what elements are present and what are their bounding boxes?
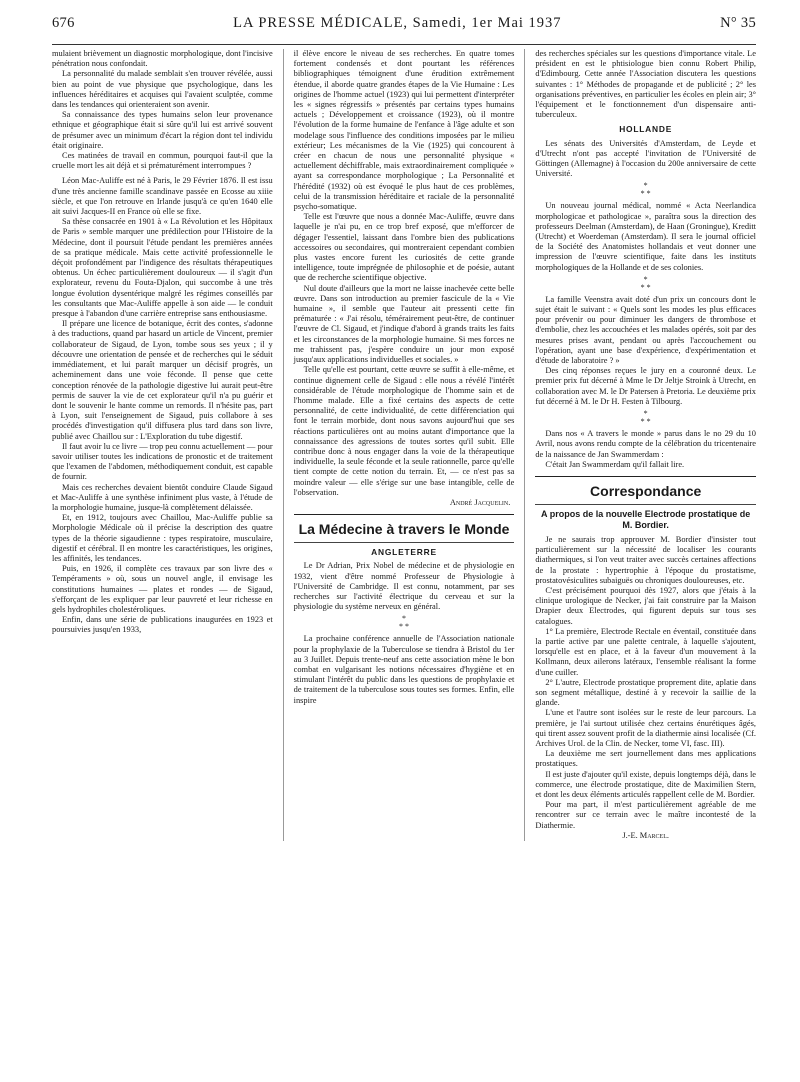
news-item: Un nouveau journal médical, nommé « Acta Neerlandica morphologicae et pathologicae », paraîtra sous la direction des professeurs Deelman (Amsterdam), de Haan (Groningue), Kreditt (Utrecht) et Woerdeman (Amsterdam). Il sera le journal officiel de la Société des Anatomistes hollandais et veut donner une impression de l'œuvre scientifique, faite dans les instituts morphologiques de la Hollande et de ses colonies.: [535, 201, 756, 272]
section-title: Correspondance: [590, 482, 702, 499]
masthead: LA PRESSE MÉDICALE, Samedi, 1er Mai 1937: [233, 14, 562, 31]
paragraph: C'est précisément pourquoi dès 1927, alors que j'étais à la clinique urologique de Necker, j'ai fait construire par la Maison Drapier deux Electrodes, qui figurent depuis sur tous ses catalogues.: [535, 585, 756, 626]
news-item: Dans nos « A travers le monde » parus dans le no 29 du 10 Avril, nous avons rendu compte de la célébration du tricentenaire de la naissance de Jan Swammerdam :: [535, 429, 756, 459]
paragraph: des recherches spéciales sur les questions d'importance vitale. Le président en est le phtisiologue bien connu Robert Philip, d'Edimbourg. Cette année l'Association discutera les questions suivantes : 1° Méthodes de propagande et de publicité ; 2° les organisations préventives, en particulier les écoles en plein air; 3° l'équipement et le fonctionnement d'un dispensaire anti-tuberculeux.: [535, 49, 756, 120]
paragraph: Telle qu'elle est pourtant, cette œuvre se suffit à elle-même, et continue dignement celle de Sigaud : elle nous a révélé l'intérêt considérable de l'étude morphologique de l'homme sain et de l'homme malade. Elle a fixé certains des aspects de cette personnalité, de cette individualité, de cette différenciation qui font le terrain morbide, dont nous savons aujourd'hui que ses réactions particulières ont au moins autant d'importance que la connaissance des agressions de toutes sortes qu'il subit. Elle contribue donc à nous engager dans la voie de la thérapeutique individuelle, la seule féconde et la seule rationnelle, parce qu'elle tient compte de cette notion du terrain. Et, — ce n'est pas sa moindre valeur — elle s'érige sur une base intangible, celle de l'observation.: [293, 365, 515, 497]
paragraph: 1° La première, Electrode Rectale en éventail, constituée dans la partie active par une palette centrale, à laquelle s'ajoutent, lorsqu'elle est en place, et à la faveur d'un mouvement à la Kollmann, deux ailerons latéraux, l'ensemble réalisant la forme d'une cuiller.: [535, 626, 756, 677]
paragraph: 2° L'autre, Electrode prostatique proprement dite, aplatie dans son segment métallique, destiné à y recevoir la saillie de la glande.: [535, 677, 756, 708]
paragraph: il élève encore le niveau de ses recherches. En quatre tomes fortement condensés et dont pourtant les références bibliographiques témoignent d'une érudition extrêmement étendue, il aborde quatre grandes étapes de la Vie Humaine : Les origines de l'homme actuel (1923) qui lui permettent d'interpréter les « signes régressifs » présentés par certains types humains actuels ; Développement et croissance (1923), où il montre l'évolution de la forme humaine de l'enfance à l'âge adulte et son modelage sous l'influence des conditions imposées par le milieu extérieur; Les mécanismes de la Vie (1925) qui concourent à créer en chacun de nous une personnalité physique « actuellement déchiffrable, mais extraordinairement compliquée » ayant sa correspondance morphologique ; La Personnalité et l'hérédité (1932) où est évoqué le plus haut de ces problèmes, celui de la transmission héréditaire et raciale de la personnalité psycho-somatique.: [293, 49, 515, 212]
section-title: La Médecine à travers le Monde: [298, 521, 510, 538]
paragraph: mulaient brièvement un diagnostic morphologique, dont l'incisive pénétration nous confondait.: [52, 49, 273, 69]
paragraph: La personnalité du malade semblait s'en trouver révélée, aussi bien au point de vue physique que psychologique, dans les influences héréditaires et acquises qui l'avaient sculptée, comme dans les tendances qui orienteraient son avenir.: [52, 69, 273, 110]
author-signature: J.-E. Marcel.: [622, 830, 669, 840]
paragraph: Et, en 1912, toujours avec Chaillou, Mac-Auliffe publie sa Morphologie Médicale où il précise la description des quatre types de la théorie sigaudienne : types respiratoire, musculaire, digestif et cérébral. Il en montre les caractéristiques, les origines, les affinités, les tendances.: [52, 513, 273, 563]
asterism-separator: * * *: [640, 181, 651, 199]
news-item: C'était Jan Swammerdam qu'il fallait lire.: [545, 459, 685, 469]
author-signature: André Jacquelin.: [449, 497, 511, 507]
paragraph: Il est juste d'ajouter qu'il existe, depuis longtemps déjà, dans le commerce, une électrode prostatique, dite de Maximilien Stern, et dont les deux éléments articulés rappellent celle de M. Bordier.: [535, 769, 756, 799]
paragraph: L'une et l'autre sont isolées sur le reste de leur parcours. La première, je l'ai surtout utilisée chez certains énurétiques âgés, qui tirent assez souvent profit de la diathermie ainsi localisée (Cf. Archives Urol. de la Clin. de Necker, tome VI, fasc. III).: [535, 708, 756, 748]
asterism-separator: * * *: [640, 274, 651, 292]
column-3: [535, 49, 756, 841]
header-rule: [52, 44, 756, 45]
section-rule: [535, 476, 756, 477]
paragraph: Pour ma part, il m'est particulièrement agréable de me rencontrer sur ce terrain avec le maître incontesté de la Diathermie.: [535, 800, 756, 830]
asterism-separator: * * *: [399, 614, 409, 632]
column-divider: [524, 49, 525, 841]
columns: [52, 49, 756, 841]
news-item: La famille Veenstra avait doté d'un prix un concours dont le sujet était le suivant : « Quels sont les modes les plus efficaces pour prévenir ou pour diminuer les dangers de thrombose et d'embolie, chez les accouchées et les malades opérés, soit par des mesures prises avant, pendant ou après l'accouchement ou l'opération, ayant une base d'expérience, d'expérimentation et d'étude de laboratoire ? »: [535, 294, 756, 366]
section-rule: [535, 504, 756, 505]
paragraph: Sa thèse consacrée en 1901 à « La Révolution et les Hôpitaux de Paris » semble marquer une prédilection pour l'Histoire de la Médecine, dont il poursuit l'étude pendant les premières années de sa pratique médicale. Mais cette activité professionnelle le déçoit profondément par l'indigence des résultats thérapeutiques obtenus. Un échec particulièrement douloureux — il s'agit d'un explorateur, revenu du Fouta-Djalon, qui succombe à une très longue évolution dysentérique malgré les régimes conseillés par les consultants que Mac-Auliffe appelle à son aide — le conduit presque à l'abandon d'une carrière entreprise sans enthousiasme.: [52, 217, 273, 319]
paragraph: Enfin, dans une série de publications inaugurées en 1923 et poursuivies jusqu'en 1933,: [52, 615, 273, 635]
column-2: [294, 49, 515, 841]
subsection-title: HOLLANDE: [619, 124, 673, 135]
paragraph: Puis, en 1926, il complète ces travaux par son livre des « Tempéraments » où, sous un nouvel angle, il envisage les constitutions humaines — plates et rondes — de Sigaud, s'efforçant de les expliquer par leur pauvreté et leur richesse en gels hydrophiles cholestéroliques.: [52, 564, 273, 614]
paragraph: Telle est l'œuvre que nous a donnée Mac-Auliffe, œuvre dans laquelle je n'ai pu, en ce trop bref exposé, que m'efforcer de dégager l'essentiel, laissant dans l'ombre bien des publications accessoires ou secondaires, qui montreraient cependant combien plus vastes encore furent les curiosités de cette grande intelligence, toute imprégnée de philosophie et de poésie, autant que de recherche scientifique objective.: [293, 212, 515, 283]
paragraph: Léon Mac-Auliffe est né à Paris, le 29 Février 1876. Il est issu d'une très ancienne famille scandinave passée en Ecosse au xiiie siècle, et que l'on retrouve en Irlande jusqu'à ce qu'en 1640 elle ait suivi Jacques-II en France où elle se fixe.: [52, 176, 273, 217]
paragraph: Il faut avoir lu ce livre — trop peu connu actuellement — pour savoir utiliser toutes les indications de pronostic et de traitement que l'examen de l'abdomen, méthodiquement conduit, est capable de fournir.: [52, 441, 273, 482]
asterism-separator: * * *: [640, 409, 651, 427]
paragraph: Mais ces recherches devaient bientôt conduire Claude Sigaud et Mac-Auliffe à une synthèse infiniment plus vaste, à l'étude de la morphologie humaine, jusque-là complètement délaissée.: [52, 482, 273, 512]
paragraph: Je ne saurais trop approuver M. Bordier d'insister tout particulièrement sur la nécessité de localiser les courants diathermiques, si l'on veut traiter avec succès certaines affections de la prostate : hypertrophie à l'époque du prostatisme, prostatovésiculites subaiguës ou chroniques douloureuses, etc.: [535, 534, 756, 585]
column-divider: [283, 49, 284, 841]
article-title: A propos de la nouvelle Electrode prostatique de M. Bordier.: [541, 508, 751, 530]
issue-number: N° 35: [720, 14, 756, 31]
paragraph: Ces matinées de travail en commun, pourquoi faut-il que la cruelle mort les ait déjà et si prématurément interrompues ?: [52, 151, 273, 171]
running-header: [52, 0, 756, 42]
section-rule: [294, 514, 515, 515]
column-1: [52, 49, 273, 841]
paragraph: Nul doute d'ailleurs que la mort ne laisse inachevée cette belle œuvre. Dans son introduction au premier fascicule de la « Vie humaine », il semble que l'auteur ait pressenti cette fin prématurée : « J'ai résolu, témérairement peut-être, de continuer l'œuvre de Cl. Sigaud, et j'indique d'abord à grands traits les faits et les circonstances de la morphologie humaine. Si mes forces ne me trahissent pas, j'espère conduire un jour mon exposé jusqu'aux applications individuelles et sociales. »: [293, 283, 515, 365]
news-item: Des cinq réponses reçues le jury en a couronné deux. Le premier prix fut décerné à Mme le Dr Jeltje Stroink à Utrecht, en collaboration avec M. le Dr Patersen à Pretoria. Le deuxième prix fut décerné à M. le Dr H. Festen à Tilbourg.: [535, 366, 756, 406]
paragraph: Sa connaissance des types humains selon leur provenance ethnique et géographique était si sûre qu'il lui est arrivé souvent de présumer avec un minimum d'écart la région dont tel individu était originaire.: [52, 110, 273, 150]
paragraph: La deuxième me sert journellement dans mes applications prostatiques.: [535, 749, 756, 769]
page-number: 676: [52, 14, 75, 31]
paragraph: Il prépare une licence de botanique, écrit des contes, s'adonne à des traductions, quand par hasard un article de Vincent, premier collaborateur de Sigaud, de Lyon, tombe sous ses yeux ; il y découvre une orientation de pensée et de recherches qui le séduit immédiatement, et lui paraît marquer un décisif progrès, un acheminement dans une voie féconde. Il pense que cette conception rénovée de la pathologie digestive lui aurait peut-être permis de sauver la vie de cet explorateur qu'il n'a pu guérir et dont le souvenir le hante comme un remords. Il n'hésite pas, part à Lyon, suit l'enseignement de Sigaud, puis collabore à ses procédés d'investigation qu'il diffusera plus tard dans son livre, publié avec Chaillou sur : L'Exploration du tube digestif.: [52, 319, 273, 441]
news-item: Les sénats des Universités d'Amsterdam, de Leyde et d'Utrecht n'ont pas accepté l'invitation de l'Université de Göttingen (Allemagne) à l'occasion du 200e anniversaire de cette Université.: [535, 138, 756, 179]
section-rule: [294, 542, 515, 543]
subsection-title: ANGLETERRE: [371, 547, 437, 558]
news-item: Le Dr Adrian, Prix Nobel de médecine et de physiologie en 1932, vient d'être nommé Professeur de Physiologie à l'Université de Cambridge. Il est connu, notamment, par ses recherches sur l'activité électrique du cerveau et sur la physiologie du système nerveux en général.: [293, 561, 515, 612]
news-item: La prochaine conférence annuelle de l'Association nationale pour la prophylaxie de la Tuberculose se tiendra à Bristol du 1er au 3 Juillet. Depuis trente-neuf ans cette association mène le bon combat en vulgarisant les notions nécessaires d'hygiène et en stimulant l'intérêt du public dans les questions de prophylaxie et de traitement de la tuberculose sous toutes ses formes. Enfin, elle inspire: [293, 634, 515, 705]
